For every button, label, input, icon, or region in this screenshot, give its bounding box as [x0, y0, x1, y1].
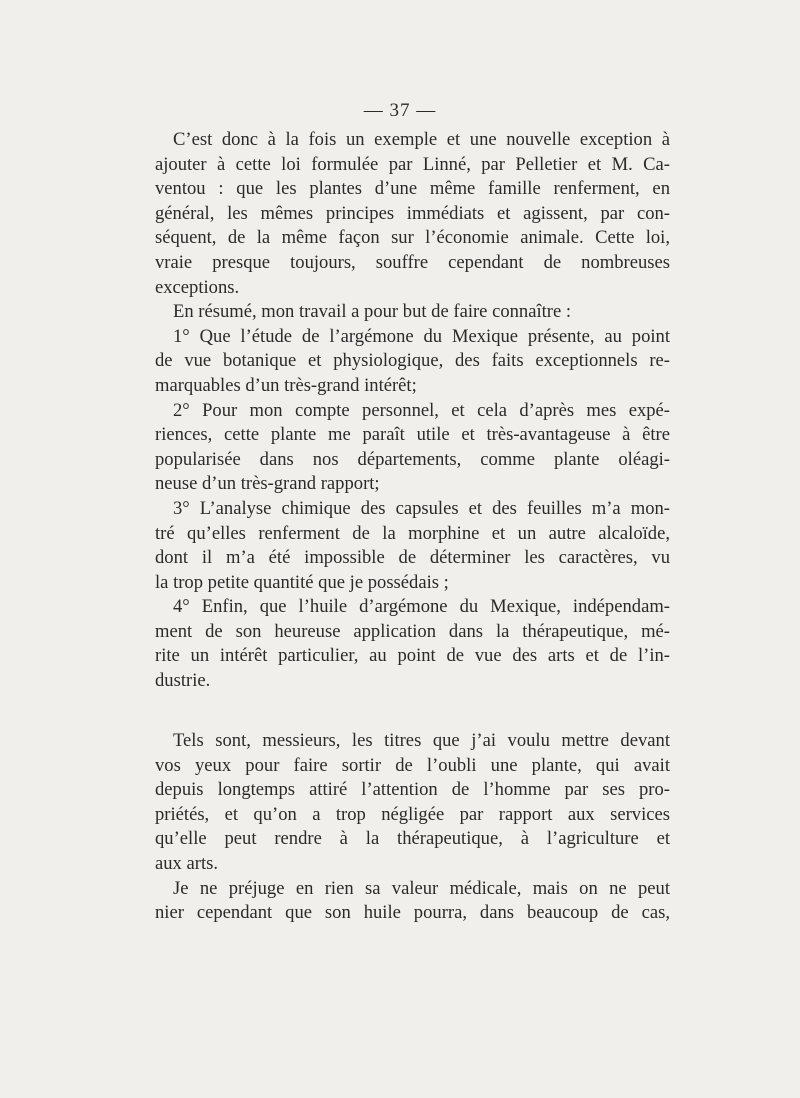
- text-line: de vue botanique et physiologique, des faits exceptionnels re-: [155, 350, 670, 372]
- paragraph-block-2: [155, 729, 670, 926]
- text-line: marquables d’un très-grand intérêt;: [155, 374, 417, 396]
- text-line: nier cependant que son huile pourra, dans beaucoup de cas,: [155, 902, 670, 924]
- text-line: 1° Que l’étude de l’argémone du Mexique présente, au point: [173, 325, 670, 347]
- text-line: C’est donc à la fois un exemple et une nouvelle exception à: [173, 129, 670, 150]
- text-line: vraie presque toujours, souffre cependant de nombreuses: [155, 251, 670, 273]
- text-line: tré qu’elles renferment de la morphine et un autre alcaloïde,: [155, 522, 670, 544]
- text-line: dont il m’a été impossible de déterminer les caractères, vu: [155, 547, 670, 569]
- text-line: depuis longtemps attiré l’attention de l’homme par ses pro-: [155, 779, 670, 801]
- text-line: séquent, de la même façon sur l’économie animale. Cette loi,: [155, 227, 670, 249]
- text-line: riences, cette plante me paraît utile et très-avantageuse à être: [155, 424, 670, 446]
- text-line: ventou : que les plantes d’une même famille renferment, en: [155, 178, 670, 200]
- text-line: popularisée dans nos départements, comme plante oléagi-: [155, 448, 670, 470]
- text-line: aux arts.: [155, 852, 218, 874]
- text-line: Tels sont, messieurs, les titres que j’ai voulu mettre devant: [173, 730, 670, 751]
- text-line: général, les mêmes principes immédiats et agissent, par con-: [155, 202, 670, 224]
- text-line: exceptions.: [155, 276, 240, 298]
- text-line: neuse d’un très-grand rapport;: [155, 473, 380, 495]
- text-line: 2° Pour mon compte personnel, et cela d’après mes expé-: [173, 399, 670, 421]
- text-line: qu’elle peut rendre à la thérapeutique, à l’agriculture et: [155, 828, 670, 850]
- text-line: rite un intérêt particulier, au point de vue des arts et de l’in-: [155, 645, 670, 667]
- text-line: ajouter à cette loi formulée par Linné, par Pelletier et M. Ca-: [155, 153, 670, 175]
- text-line: 4° Enfin, que l’huile d’argémone du Mexique, indépendam-: [173, 596, 670, 618]
- text-line: 3° L’analyse chimique des capsules et des feuilles m’a mon-: [173, 497, 670, 519]
- text-line: la trop petite quantité que je possédais ;: [155, 571, 449, 593]
- text-line: ment de son heureuse application dans la thérapeutique, mé-: [155, 620, 670, 642]
- paragraph-block-1: [155, 128, 670, 694]
- text-line: Je ne préjuge en rien sa valeur médicale, mais on ne peut: [173, 877, 670, 899]
- text-line: dustrie.: [155, 670, 211, 692]
- text-line: En résumé, mon travail a pour but de faire connaître :: [173, 301, 572, 323]
- page-number: — 37 —: [363, 100, 437, 121]
- text-line: vos yeux pour faire sortir de l’oubli une plante, qui avait: [155, 754, 670, 776]
- text-line: priétés, et qu’on a trop négligée par rapport aux services: [155, 803, 670, 825]
